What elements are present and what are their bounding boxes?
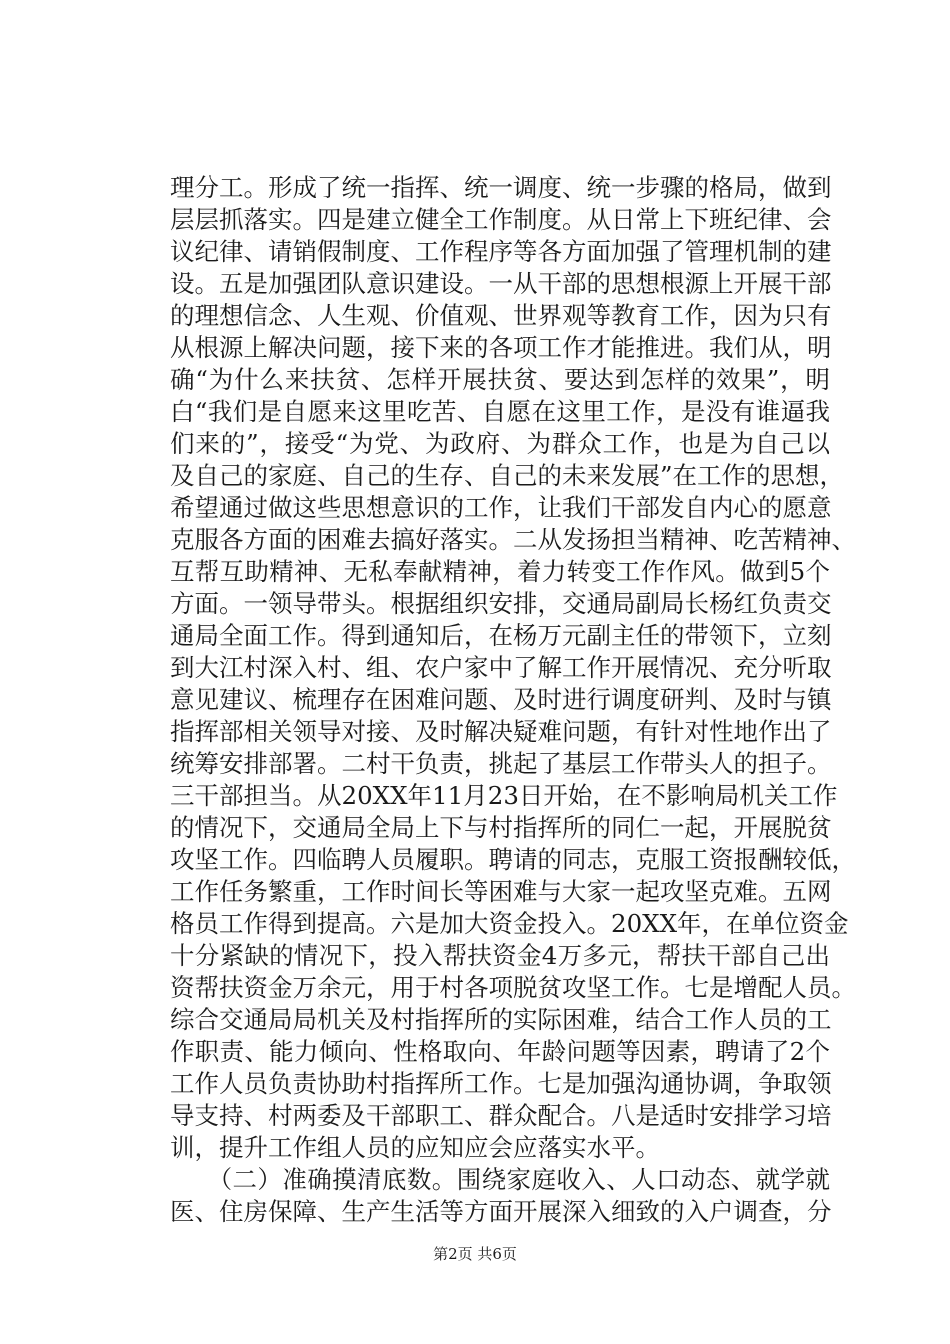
text-line: 十分紧缺的情况下，投入帮扶资金4万多元，帮扶干部自己出	[170, 941, 830, 970]
text-line: 统筹安排部署。二村干负责，挑起了基层工作带头人的担子。	[170, 749, 832, 778]
text-line: 从根源上解决问题，接下来的各项工作才能推进。我们从，明	[170, 333, 832, 362]
text-line: 三干部担当。从20XX年11月23日开始，在不影响局机关工作	[170, 781, 838, 810]
text-line: 导支持、村两委及干部职工、群众配合。八是适时安排学习培	[170, 1101, 832, 1130]
text-line: 的理想信念、人生观、价值观、世界观等教育工作，因为只有	[170, 301, 832, 330]
text-line: 通局全面工作。得到通知后，在杨万元副主任的带领下，立刻	[170, 621, 832, 650]
text-line: 及自己的家庭、自己的生存、自己的未来发展”在工作的思想，	[170, 461, 845, 490]
text-line: 方面。一领导带头。根据组织安排，交通局副局长杨红负责交	[170, 589, 832, 618]
text-line: 医、住房保障、生产生活等方面开展深入细致的入户调查，分	[170, 1197, 832, 1226]
text-line: 议纪律、请销假制度、工作程序等各方面加强了管理机制的建	[170, 237, 832, 266]
text-line: 资帮扶资金万余元，用于村各项脱贫攻坚工作。七是增配人员。	[170, 973, 856, 1002]
text-line: 格员工作得到提高。六是加大资金投入。20XX年，在单位资金	[170, 909, 849, 938]
text-line: 互帮互助精神、无私奉献精神，着力转变工作作风。做到5个	[170, 557, 830, 586]
text-line: 的情况下，交通局全局上下与村指挥所的同仁一起，开展脱贫	[170, 813, 832, 842]
text-line: 确“为什么来扶贫、怎样开展扶贫、要达到怎样的效果”，明	[170, 365, 830, 394]
text-line: 工作任务繁重，工作时间长等困难与大家一起攻坚克难。五网	[170, 877, 832, 906]
text-line: 工作人员负责协助村指挥所工作。七是加强沟通协调，争取领	[170, 1069, 832, 1098]
text-line: 指挥部相关领导对接、及时解决疑难问题，有针对性地作出了	[170, 717, 832, 746]
text-line: 意见建议、梳理存在困难问题、及时进行调度研判、及时与镇	[170, 685, 832, 714]
text-line: 白“我们是自愿来这里吃苦、自愿在这里工作，是没有谁逼我	[170, 397, 830, 426]
text-line: 们来的”，接受“为党、为政府、为群众工作，也是为自己以	[170, 429, 830, 458]
text-line: 攻坚工作。四临聘人员履职。聘请的同志，克服工资报酬较低，	[170, 845, 856, 874]
text-line: 训，提升工作组人员的应知应会应落实水平。	[170, 1133, 660, 1162]
text-line: 综合交通局局机关及村指挥所的实际困难，结合工作人员的工	[170, 1005, 832, 1034]
text-line: 设。五是加强团队意识建设。一从干部的思想根源上开展干部	[170, 269, 832, 298]
body-text	[170, 172, 856, 1228]
text-line: 克服各方面的困难去搞好落实。二从发扬担当精神、吃苦精神、	[170, 525, 856, 554]
text-line: 到大江村深入村、组、农户家中了解工作开展情况、充分听取	[170, 653, 832, 682]
text-line: （二）准确摸清底数。围绕家庭收入、人口动态、就学就	[170, 1165, 830, 1194]
text-line: 希望通过做这些思想意识的工作，让我们干部发自内心的愿意	[170, 493, 832, 522]
text-line: 作职责、能力倾向、性格取向、年龄问题等因素，聘请了2个	[170, 1037, 830, 1066]
page-number: 第2页 共6页	[433, 1245, 517, 1263]
text-line: 层层抓落实。四是建立健全工作制度。从日常上下班纪律、会	[170, 205, 832, 234]
text-line: 理分工。形成了统一指挥、统一调度、统一步骤的格局，做到	[170, 173, 832, 202]
